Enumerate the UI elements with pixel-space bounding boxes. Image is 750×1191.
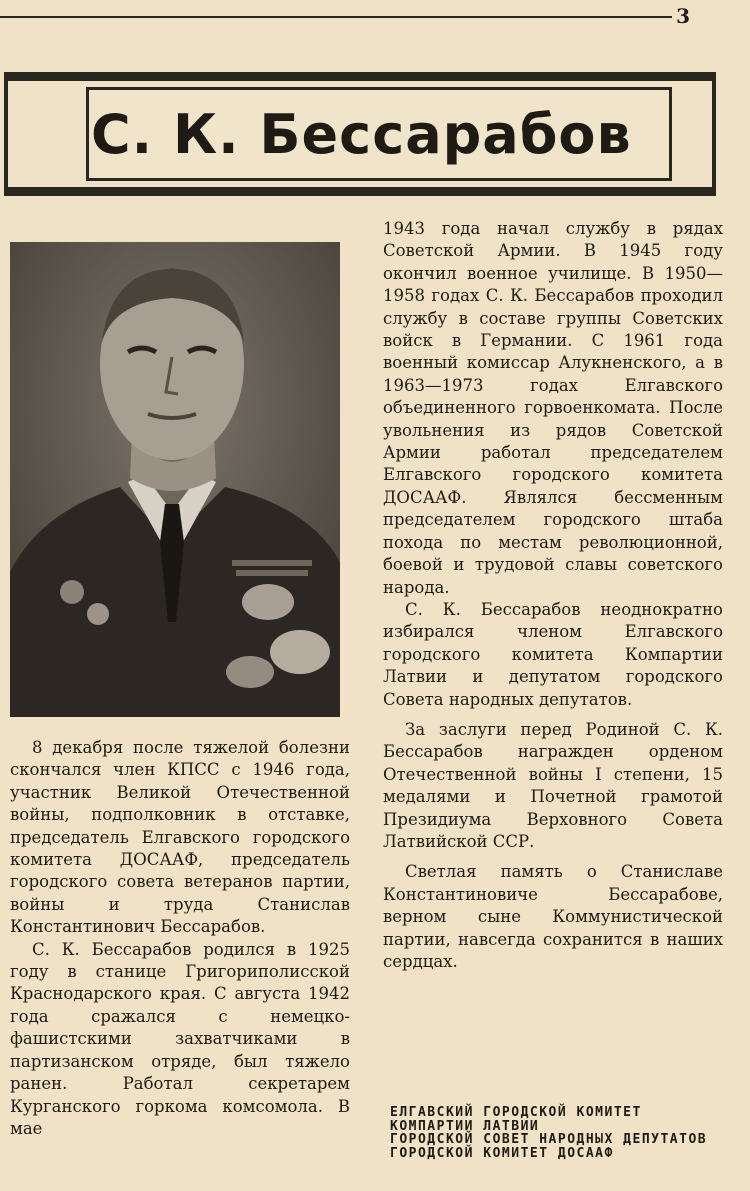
paragraph: 1943 года начал службу в рядах Советской Армии. В 1945 году окончил военное училище. В 1950—1958 годах С. К. Бессарабов проходил службу в составе группы Советских войск в Германии. С 1961 года военный комиссар Алукненского, а в 1963—1973 годах Елгавского объединенного горвоенкомата. После увольнения из рядов Советской Армии работал председателем Елгавского городского комитета ДОСААФ. Являлся бессменным председателем городского штаба похода по местам революционной, боевой и трудовой славы советского народа.: [383, 219, 723, 597]
signature-line: ГОРОДСКОЙ СОВЕТ НАРОДНЫХ ДЕПУТАТОВ: [390, 1132, 708, 1147]
paragraph: За заслуги перед Родиной С. К. Бессарабов награжден орденом Отечественной войны I степени, 15 медалями и Почетной грамотой Президиума Верховного Совета Латвийской ССР.: [383, 719, 723, 851]
headline-frame: [4, 72, 716, 196]
signature-line: ГОРОДСКОЙ КОМИТЕТ ДОСААФ: [390, 1145, 614, 1161]
signatures-block: [390, 1106, 735, 1160]
headline-box: [86, 87, 672, 181]
article-left-column: [10, 737, 350, 1140]
portrait-illustration: [10, 242, 340, 717]
paragraph: 8 декабря после тяжелой болезни скончался член КПСС с 1946 года, участник Великой Отечественной войны, подполковник в отставке, председатель Елгавского городского комитета ДОСААФ, председатель городского совета ветеранов партии, войны и труда Станислав Константинович Бессарабов.: [10, 738, 350, 937]
top-rule: [0, 16, 672, 18]
portrait-photo: [10, 242, 340, 717]
page-number: 3: [676, 4, 690, 28]
signature-line: ЕЛГАВСКИЙ ГОРОДСКОЙ КОМИТЕТ КОМПАРТИИ ЛАТВИИ: [390, 1105, 642, 1134]
paragraph: С. К. Бессарабов родился в 1925 году в станице Григориполисской Краснодарского края. С августа 1942 года сражался с немецко-фашистскими захватчиками в партизанском отряде, был тяжело ранен. Работал секретарем Курганского горкома комсомола. В мае: [10, 939, 350, 1138]
paragraph: Светлая память о Станиславе Константиновиче Бессарабове, верном сыне Коммунистической партии, навсегда сохранится в наших сердцах.: [383, 862, 723, 971]
paragraph: С. К. Бессарабов неоднократно избирался членом Елгавского городского комитета Компартии Латвии и депутатом городского Совета народных депутатов.: [383, 599, 723, 709]
headline: С. К. Бессарабов: [91, 102, 632, 166]
article-right-column: [383, 218, 723, 973]
